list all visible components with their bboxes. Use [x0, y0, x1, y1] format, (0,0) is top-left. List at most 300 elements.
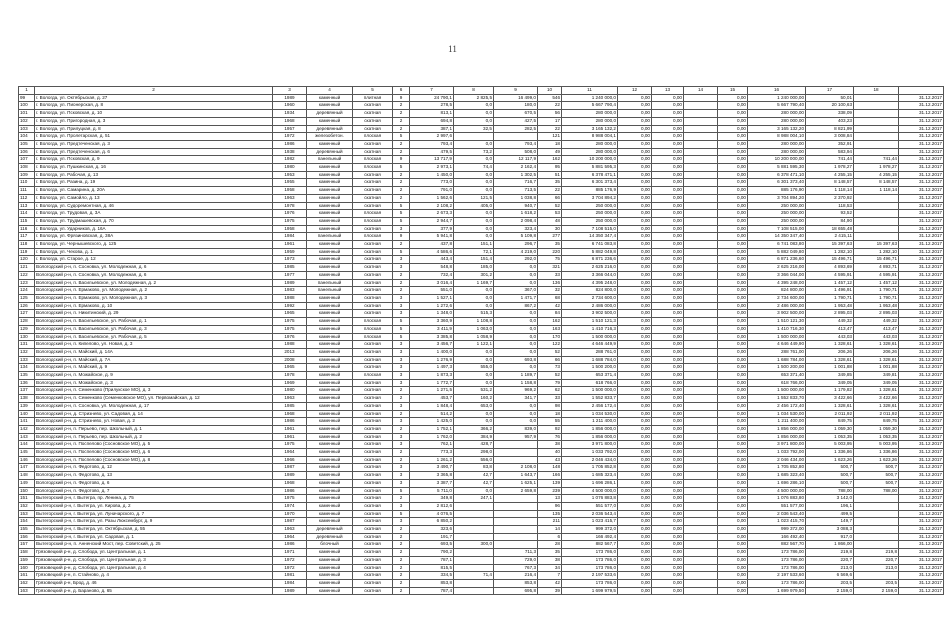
table-cell: 31.12.2017: [899, 441, 944, 449]
housing-registry-table: [18, 86, 944, 595]
table-cell: 122: [19, 271, 35, 279]
table-cell: 9: [393, 233, 410, 241]
table-cell: 166: [538, 472, 562, 480]
table-cell: [684, 117, 718, 125]
table-cell: 0,00: [652, 495, 684, 503]
table-cell: 1985: [273, 402, 307, 410]
table-cell: Вологодский р-н, п. Васильевское, ул. Рабочая, д. 1: [35, 318, 273, 326]
table-cell: скатная: [353, 256, 393, 264]
table-cell: 119: [19, 248, 35, 256]
table-cell: 6 741 083,80: [748, 241, 806, 249]
table-cell: 1 272,6: [410, 302, 454, 310]
table-cell: Вытегорский р-н, г. Вытегра, ул. Октябрьская, д. 55: [35, 526, 273, 534]
table-cell: 139: [19, 402, 35, 410]
table-cell: 0,0: [494, 325, 538, 333]
table-cell: 1972: [273, 556, 307, 564]
table-row: [19, 271, 944, 279]
table-row: [19, 433, 944, 441]
table-cell: плоская: [353, 133, 393, 141]
table-cell: 0,00: [652, 572, 684, 580]
table-cell: 500,7: [806, 479, 854, 487]
table-cell: 0,0: [494, 410, 538, 418]
table-cell: 0,00: [652, 402, 684, 410]
table-cell: 31.12.2017: [899, 433, 944, 441]
table-cell: 0,00: [652, 156, 684, 164]
table-cell: 8 988 004,10: [748, 133, 806, 141]
table-cell: [684, 202, 718, 210]
table-cell: г. Вологда, ул. Пионерская, д. 8: [35, 102, 273, 110]
table-cell: скатная: [353, 148, 393, 156]
table-cell: 250 000,0: [562, 210, 618, 218]
table-cell: 556,0: [454, 456, 494, 464]
table-cell: 0,00: [718, 233, 748, 241]
table-cell: 0,00: [652, 587, 684, 595]
table-cell: 31.12.2017: [899, 187, 944, 195]
table-cell: 3: [393, 379, 410, 387]
table-cell: 0,00: [718, 110, 748, 118]
table-cell: 0,0: [454, 187, 494, 195]
table-cell: 15 496,71: [806, 256, 854, 264]
table-cell: 213,0: [854, 564, 899, 572]
table-cell: 0,00: [618, 117, 652, 125]
table-cell: 0,00: [618, 410, 652, 418]
table-cell: Вологодский р-н, п. Ермаково, д. 10: [35, 302, 273, 310]
table-cell: 2: [393, 110, 410, 118]
table-cell: 0,00: [718, 564, 748, 572]
table-cell: каменный: [307, 510, 353, 518]
table-cell: 24 790,1: [410, 94, 454, 102]
table-cell: 1 033 792,00: [748, 449, 806, 457]
table-cell: 413,47: [806, 325, 854, 333]
table-cell: 31.12.2017: [899, 356, 944, 364]
table-cell: 4 646 449,90: [748, 341, 806, 349]
table-cell: 0,00: [652, 456, 684, 464]
table-cell: [684, 294, 718, 302]
table-cell: 157: [19, 541, 35, 549]
table-cell: 1 211 400,00: [748, 418, 806, 426]
table-cell: каменный: [307, 364, 353, 372]
table-cell: 2: [393, 395, 410, 403]
table-cell: 6 871 236,60: [748, 256, 806, 264]
table-row: [19, 564, 944, 572]
table-row: [19, 264, 944, 272]
table-cell: 121: [19, 264, 35, 272]
table-cell: 0,00: [652, 202, 684, 210]
table-cell: 405,0: [454, 202, 494, 210]
table-cell: 366,2: [454, 425, 494, 433]
table-cell: Вологодский р-н, п. Федотово, д. 6: [35, 479, 273, 487]
table-cell: Грязовецкий р-н, д. Слобода, ул. Центральная, д. 3: [35, 556, 273, 564]
table-cell: Вологодский р-н, п. Семенково (Семенковское МО), ул. Первомайская, д. 12: [35, 395, 273, 403]
table-cell: 48: [538, 217, 562, 225]
table-cell: 31.12.2017: [899, 287, 944, 295]
table-cell: 1 240 000,00: [748, 94, 806, 102]
table-cell: 277: [538, 233, 562, 241]
table-cell: [854, 217, 899, 225]
table-cell: 3 366 044,00: [748, 271, 806, 279]
table-cell: [854, 202, 899, 210]
table-cell: 0,0: [454, 418, 494, 426]
table-cell: 2 895,03: [854, 310, 899, 318]
table-cell: 5 882 049,80: [748, 248, 806, 256]
table-cell: 31.12.2017: [899, 348, 944, 356]
table-cell: 31.12.2017: [899, 456, 944, 464]
table-cell: г. Вологда, ул. Чехова, д. 1: [35, 248, 273, 256]
table-cell: 288 761,0: [562, 348, 618, 356]
table-cell: [494, 449, 538, 457]
table-cell: [454, 133, 494, 141]
table-cell: 0,00: [618, 541, 652, 549]
table-cell: 239: [538, 487, 562, 495]
table-cell: 0,0: [454, 356, 494, 364]
table-cell: 2 046 434,00: [748, 456, 806, 464]
table-row: [19, 364, 944, 372]
table-cell: 940,7: [494, 202, 538, 210]
table-cell: 71,4: [454, 572, 494, 580]
table-row: [19, 117, 944, 125]
table-cell: 4 500 000,0: [562, 487, 618, 495]
column-header: 17: [806, 87, 854, 95]
table-cell: 1 282,10: [806, 248, 854, 256]
table-cell: 2 456 172,4: [562, 402, 618, 410]
spacer-cell: [899, 87, 944, 95]
table-cell: [854, 117, 899, 125]
table-cell: каменный: [307, 556, 353, 564]
table-cell: 0,0: [454, 294, 494, 302]
table-cell: 1 790,71: [854, 287, 899, 295]
table-cell: 0,0: [494, 333, 538, 341]
table-cell: 110: [19, 179, 35, 187]
table-cell: 31.12.2017: [899, 294, 944, 302]
table-cell: 0,00: [718, 225, 748, 233]
table-cell: 0,00: [618, 348, 652, 356]
table-cell: г. Вологда, ул. Чернышевского, д. 125: [35, 241, 273, 249]
table-cell: 96: [538, 502, 562, 510]
table-cell: 1 179,82: [806, 387, 854, 395]
table-cell: каменный: [307, 171, 353, 179]
table-cell: Вологодский р-н, п. Майский, д. 9: [35, 364, 273, 372]
table-cell: 0,00: [618, 140, 652, 148]
table-cell: 0,00: [652, 441, 684, 449]
table-cell: 42: [538, 580, 562, 588]
table-cell: 0,00: [652, 356, 684, 364]
table-cell: 0,00: [652, 110, 684, 118]
table-cell: 2: [393, 279, 410, 287]
table-cell: 0,00: [718, 449, 748, 457]
table-cell: 280 000,00: [748, 110, 806, 118]
table-cell: 0,00: [652, 133, 684, 141]
table-cell: 0,00: [652, 549, 684, 557]
table-cell: 154: [19, 518, 35, 526]
table-cell: [684, 433, 718, 441]
table-cell: деревянный: [307, 110, 353, 118]
table-cell: 173 786,00: [748, 556, 806, 564]
table-cell: 159: [19, 556, 35, 564]
table-cell: 31.12.2017: [899, 341, 944, 349]
table-cell: 31.12.2017: [899, 425, 944, 433]
table-cell: каменный: [307, 410, 353, 418]
table-cell: железобетон.: [307, 133, 353, 141]
table-cell: 52: [538, 348, 562, 356]
table-cell: каменный: [307, 487, 353, 495]
table-cell: 1983: [273, 287, 307, 295]
table-cell: 773,3: [410, 449, 454, 457]
table-cell: 0,0: [494, 402, 538, 410]
table-cell: [684, 325, 718, 333]
table-cell: 4 893,71: [854, 264, 899, 272]
table-cell: 1 328,61: [854, 341, 899, 349]
table-cell: 694,8: [410, 117, 454, 125]
table-cell: 17: [538, 117, 562, 125]
table-cell: 124: [19, 287, 35, 295]
table-cell: 0,00: [718, 533, 748, 541]
table-cell: 156: [19, 533, 35, 541]
table-cell: Вологодский р-н, п. Перьево, пер. Школьный, д. 2: [35, 433, 273, 441]
table-cell: 0,00: [718, 302, 748, 310]
table-cell: [684, 310, 718, 318]
table-cell: 1961: [273, 433, 307, 441]
table-cell: Вологодский р-н, п. Поспелово (Сосновское МО), д. 5: [35, 441, 273, 449]
table-cell: 1 552 833,70: [748, 395, 806, 403]
table-row: [19, 179, 944, 187]
table-cell: 352,91: [806, 140, 854, 148]
table-row: [19, 102, 944, 110]
table-row: [19, 210, 944, 218]
table-cell: 0,00: [652, 279, 684, 287]
table-cell: 0,00: [718, 518, 748, 526]
table-cell: 134: [19, 364, 35, 372]
table-cell: 349,85: [806, 372, 854, 380]
table-cell: 377,9: [410, 225, 454, 233]
table-cell: 0,00: [652, 379, 684, 387]
table-cell: 3 422,66: [806, 395, 854, 403]
table-cell: 1 500 200,0: [562, 364, 618, 372]
table-cell: 1 001,88: [854, 364, 899, 372]
table-cell: 885 176,9: [562, 187, 618, 195]
table-cell: скатная: [353, 194, 393, 202]
table-cell: 1 873,3: [410, 372, 454, 380]
table-cell: плитная: [353, 94, 393, 102]
table-cell: 0,00: [652, 341, 684, 349]
table-cell: 773,0: [410, 179, 454, 187]
table-cell: 42,7: [454, 479, 494, 487]
table-cell: 8 821,99: [806, 125, 854, 133]
table-cell: 1 752,1: [410, 425, 454, 433]
table-cell: 118,53: [806, 202, 854, 210]
table-cell: 0,00: [718, 194, 748, 202]
table-cell: 1 772,7: [410, 379, 454, 387]
table-cell: 2: [393, 410, 410, 418]
table-cell: 0,00: [618, 256, 652, 264]
table-cell: 43: [538, 456, 562, 464]
table-cell: 66: [538, 194, 562, 202]
table-cell: 0,00: [618, 164, 652, 172]
table-cell: 2 734 600,0: [562, 294, 618, 302]
table-cell: 162: [19, 580, 35, 588]
table-cell: скатная: [353, 348, 393, 356]
table-cell: 0,00: [618, 210, 652, 218]
table-cell: 3: [393, 502, 410, 510]
table-cell: 3 902 500,00: [748, 310, 806, 318]
table-cell: г. Вологда, ул. Пролетарская, д. 51: [35, 133, 273, 141]
table-cell: 5: [393, 248, 410, 256]
table-cell: 0,00: [618, 464, 652, 472]
table-cell: [684, 133, 718, 141]
table-cell: [684, 580, 718, 588]
table-cell: каменный: [307, 479, 353, 487]
table-cell: 220: [538, 248, 562, 256]
table-cell: 0,0: [454, 379, 494, 387]
table-cell: 3: [393, 441, 410, 449]
table-cell: 93,52: [806, 210, 854, 218]
column-header: 14: [684, 87, 718, 95]
table-cell: [684, 464, 718, 472]
table-cell: 0,00: [652, 518, 684, 526]
table-cell: 0,00: [718, 318, 748, 326]
table-cell: Вологодский р-н, п. Федотово, д. 13: [35, 472, 273, 480]
table-cell: каменный: [307, 372, 353, 380]
table-cell: 0,00: [652, 271, 684, 279]
table-cell: 211: [538, 518, 562, 526]
table-row: [19, 294, 944, 302]
table-cell: [854, 495, 899, 503]
table-cell: каменный: [307, 572, 353, 580]
table-cell: 1 856 000,00: [748, 433, 806, 441]
table-cell: скатная: [353, 102, 393, 110]
table-cell: 0,00: [618, 487, 652, 495]
table-cell: 8 988 004,1: [562, 133, 618, 141]
table-cell: 108: [19, 164, 35, 172]
table-cell: 13 717,9: [410, 156, 454, 164]
column-header: 12: [618, 87, 652, 95]
table-cell: 4 893,69: [806, 264, 854, 272]
table-cell: 76: [538, 433, 562, 441]
table-cell: 0,00: [718, 217, 748, 225]
table-cell: 42,7: [454, 472, 494, 480]
table-cell: скатная: [353, 526, 393, 534]
table-row: [19, 171, 944, 179]
table-cell: 0,00: [718, 348, 748, 356]
table-cell: Вологодский р-н, п. Ермаково, ул. Молодежная, д. 2: [35, 287, 273, 295]
table-cell: 1 856 000,0: [562, 433, 618, 441]
table-cell: 31.12.2017: [899, 318, 944, 326]
table-cell: 969,2: [494, 387, 538, 395]
table-row: [19, 248, 944, 256]
table-cell: 1 328,61: [854, 402, 899, 410]
table-cell: [684, 110, 718, 118]
table-row: [19, 333, 944, 341]
table-cell: 103: [19, 125, 35, 133]
table-cell: 3: [393, 264, 410, 272]
table-cell: 2 812,6: [410, 502, 454, 510]
table-cell: [684, 418, 718, 426]
table-cell: 31.12.2017: [899, 472, 944, 480]
table-cell: 6 301 373,40: [748, 179, 806, 187]
table-cell: 0,00: [618, 564, 652, 572]
table-cell: скатная: [353, 294, 393, 302]
table-cell: 2: [393, 148, 410, 156]
table-cell: 0,00: [718, 364, 748, 372]
table-cell: 670,5: [494, 110, 538, 118]
table-cell: 0,00: [618, 294, 652, 302]
table-cell: 1 699 979,50: [748, 587, 806, 595]
table-cell: 0,00: [652, 472, 684, 480]
table-cell: 1959: [273, 248, 307, 256]
table-cell: 0,00: [618, 479, 652, 487]
table-cell: 31.12.2017: [899, 156, 944, 164]
table-cell: 1988: [273, 341, 307, 349]
table-cell: плоская: [353, 372, 393, 380]
table-cell: 0,00: [652, 364, 684, 372]
table-cell: 31.12.2017: [899, 102, 944, 110]
table-cell: г. Вологда, ул. Судоремонтная, д. 46: [35, 202, 273, 210]
table-cell: 34: [538, 564, 562, 572]
table-cell: [454, 564, 494, 572]
table-cell: 1986: [273, 541, 307, 549]
table-cell: 115: [19, 217, 35, 225]
table-cell: 1968: [273, 117, 307, 125]
table-cell: каменный: [307, 495, 353, 503]
table-cell: 2 159,0: [854, 587, 899, 595]
table-cell: скатная: [353, 587, 393, 595]
table-row: [19, 187, 944, 195]
table-cell: 1 425,0: [410, 418, 454, 426]
table-cell: Вологодский р-н, п. Майский, д. 14А: [35, 348, 273, 356]
table-cell: 500,7: [854, 479, 899, 487]
table-cell: 206,26: [854, 348, 899, 356]
table-cell: скатная: [353, 472, 393, 480]
table-cell: 0,00: [718, 117, 748, 125]
table-cell: 1 122,1: [454, 341, 494, 349]
table-cell: 0,00: [618, 148, 652, 156]
table-row: [19, 302, 944, 310]
table-cell: 15 397,63: [854, 241, 899, 249]
table-cell: 6 378 471,1: [562, 171, 618, 179]
table-cell: 0,00: [718, 133, 748, 141]
table-cell: 0,00: [652, 318, 684, 326]
table-cell: 341,7: [494, 395, 538, 403]
table-cell: 31.12.2017: [899, 572, 944, 580]
table-cell: 741,44: [854, 156, 899, 164]
table-cell: 118: [19, 241, 35, 249]
table-cell: 40: [538, 449, 562, 457]
table-cell: 292,0: [494, 256, 538, 264]
table-cell: 0,00: [718, 140, 748, 148]
table-cell: 31.12.2017: [899, 217, 944, 225]
table-cell: [854, 125, 899, 133]
table-cell: 0,00: [618, 433, 652, 441]
table-cell: 0,0: [454, 372, 494, 380]
table-cell: каменный: [307, 333, 353, 341]
table-row: [19, 487, 944, 495]
table-cell: 1 328,61: [806, 341, 854, 349]
table-cell: 1 450,0: [410, 171, 454, 179]
table-cell: 0,00: [652, 348, 684, 356]
table-cell: 173 786,0: [562, 549, 618, 557]
table-cell: 109: [19, 171, 35, 179]
table-cell: 367,0: [494, 287, 538, 295]
table-cell: скатная: [353, 556, 393, 564]
table-cell: [854, 133, 899, 141]
table-cell: [854, 510, 899, 518]
table-cell: 280 000,0: [562, 148, 618, 156]
table-cell: 128: [19, 318, 35, 326]
table-cell: каменный: [307, 472, 353, 480]
table-cell: 10 200 000,00: [748, 156, 806, 164]
table-cell: [684, 271, 718, 279]
table-cell: [684, 94, 718, 102]
table-cell: 0,00: [718, 395, 748, 403]
